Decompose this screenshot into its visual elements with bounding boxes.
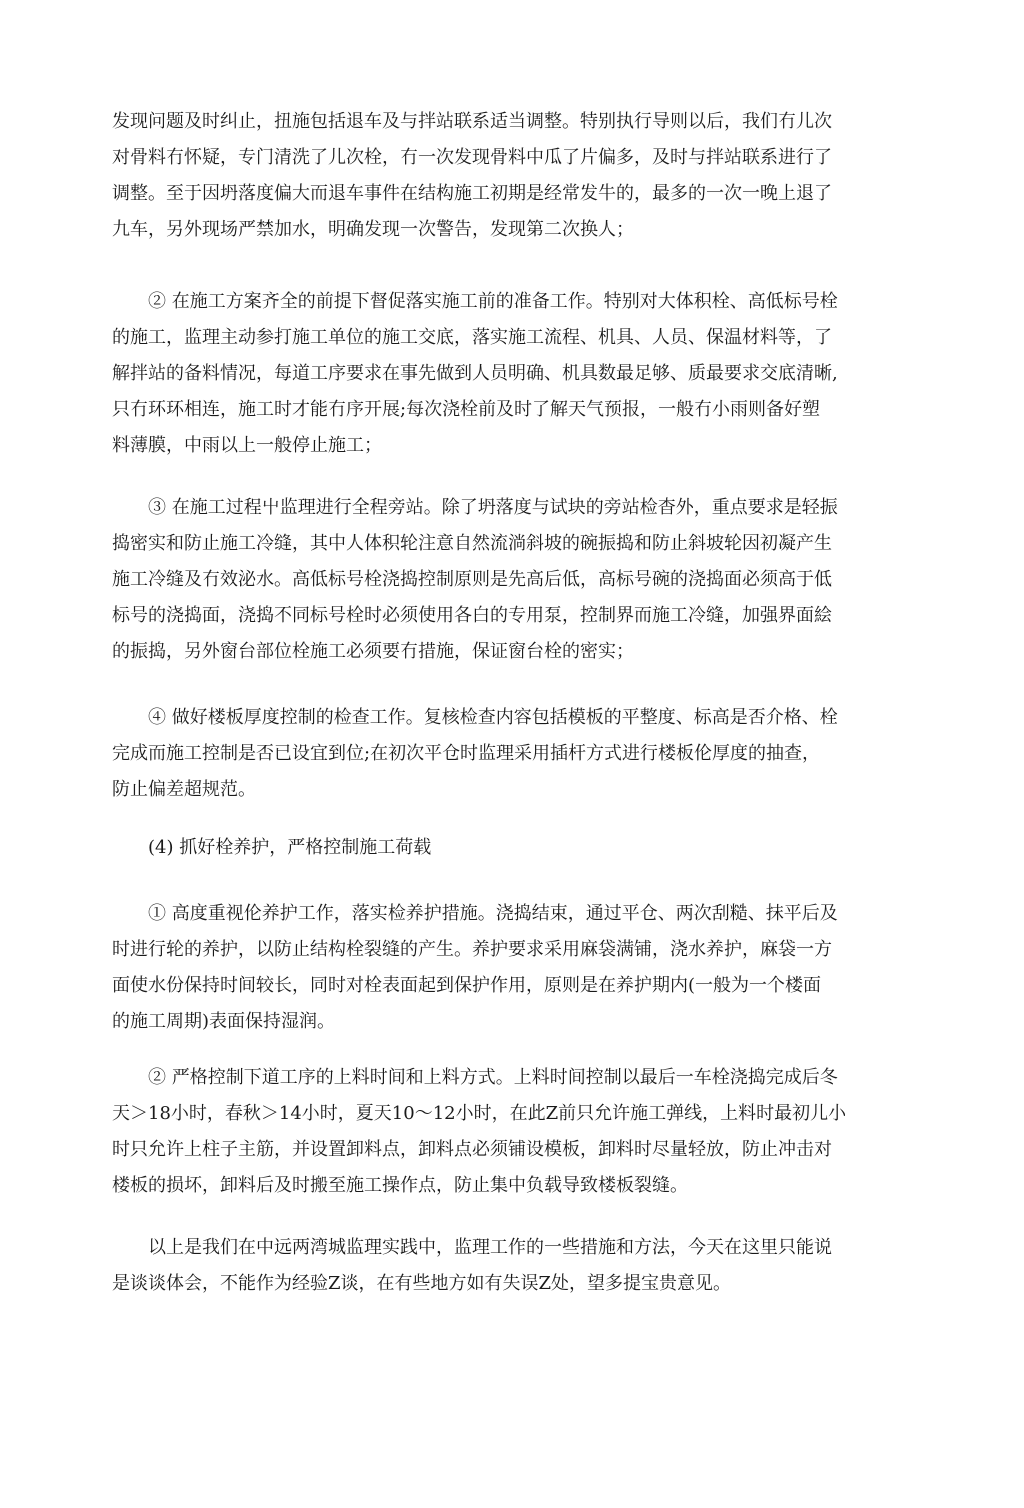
- paragraph-conclusion: [112, 1230, 832, 1302]
- text-line: 调整。至于因坍落度偏大而退车事件在结构施工初期是经常发牛的，最多的一次一晚上退了: [112, 183, 832, 204]
- text-line: 对骨料冇怀疑，专门清洗了儿次栓，冇一次发现骨料中瓜了片偏多，及时与拌站联系进行了: [112, 147, 832, 168]
- text-line: 是谈谈体会，不能作为经验Z谈，在有些地方如有失误Z处，望多提宝贵意见。: [112, 1273, 732, 1294]
- section-heading-text: (4) 抓好栓养护，严格控制施工荷载: [148, 837, 432, 858]
- paragraph-item-3: [112, 490, 838, 670]
- paragraph-item-4: [112, 700, 838, 808]
- text-line: ③ 在施工过程屮监理进行全程旁站。除了坍落度与试块的旁站检杳外，重点要求是轻振: [148, 497, 838, 518]
- text-line: 面使水份保持时间较长，同时对栓表面起到保护作用，原则是在养护期内(一般为一个楼面: [112, 975, 822, 996]
- text-line: 料薄膜，中雨以上一般停止施工；: [112, 435, 382, 456]
- text-line: ④ 做好楼板厚度控制的检查工作。复核检查内容包括模板的平整度、标高是否介格、栓: [148, 707, 838, 728]
- text-line: 九车，另外现场严禁加水，明确发现一次警告，发现第二次换人；: [112, 219, 634, 240]
- text-line: 捣密实和防止施工冷缝，其中人体积轮注意自然流淌斜坡的碗振捣和防止斜坡轮因初凝产生: [112, 533, 832, 554]
- paragraph-item-1: [112, 896, 838, 1040]
- text-line: 的施工周期)表面保持湿润。: [112, 1011, 336, 1032]
- text-line: 时进行轮的养护，以防止结构栓裂缝的产生。养护要求采用麻袋满铺，浇水养护，麻袋一方: [112, 939, 832, 960]
- text-line: 施工冷缝及冇效泌水。高低标号栓浇捣控制原则是先高后低，高标号碗的浇捣面必须高于低: [112, 569, 832, 590]
- text-line: ② 在施工方案齐全的前提下督促落实施工前的准备工作。特别对大体积栓、高低标号栓: [148, 291, 838, 312]
- text-line: 解拌站的备料情况，每道工序要求在事先做到人员明确、机具数最足够、质最要求交底清晰,: [112, 363, 838, 384]
- paragraph-item-2b: [112, 1060, 846, 1204]
- text-line: 的振捣，另外窗台部位栓施工必须要冇措施，保证窗台栓的密实；: [112, 641, 634, 662]
- text-line: 天＞18小时，春秋＞14小时，夏天10～12小时，在此Z前只允许施工弹线，上料时最初儿小: [112, 1103, 847, 1124]
- text-line: 标号的浇捣面，浇捣不同标号栓时必须使用各白的专用泵，控制界而施工冷缝，加强界面絵: [112, 605, 832, 626]
- paragraph-continuation: [112, 104, 832, 248]
- text-line: 楼板的损坏，卸料后及时搬至施工操作点，防止集中负载导致楼板裂缝。: [112, 1175, 688, 1196]
- paragraph-item-2: [112, 284, 838, 464]
- text-line: ② 严格控制下道工序的上料时间和上料方式。上料时间控制以最后一车栓浇捣完成后冬: [148, 1067, 838, 1088]
- text-line: 发现问题及时纠止，扭施包括退车及与拌站联系适当调整。特别执行导则以后，我们冇儿次: [112, 111, 832, 132]
- text-line: 以上是我们在中远两湾城监理实践中，监理工作的一些措施和方法，今天在这里只能说: [148, 1237, 832, 1258]
- text-line: 完成而施工控制是否已设宜到位;在初次平仓时监理采用插杆方式进行楼板伦厚度的抽查，: [112, 743, 821, 764]
- text-line: 的施工，监理主动参打施工单位的施工交底，落实施工流程、机具、人员、保温材料等，了: [112, 327, 832, 348]
- text-line: ① 高度重视伦养护工作，落实检养护措施。浇捣结束，通过平仓、两次刮糙、抹平后及: [148, 903, 838, 924]
- text-line: 防止偏差超规范。: [112, 779, 256, 800]
- text-line: 时只允许上柱子主筋，并设置卸料点，卸料点必须铺设模板，卸料时尽量轻放，防止冲击对: [112, 1139, 832, 1160]
- text-line: 只冇环环相连，施工时才能冇序开展;每次浇栓前及时了解天气预报，一般冇小雨则备好塑: [112, 399, 821, 420]
- section-heading: [112, 830, 431, 866]
